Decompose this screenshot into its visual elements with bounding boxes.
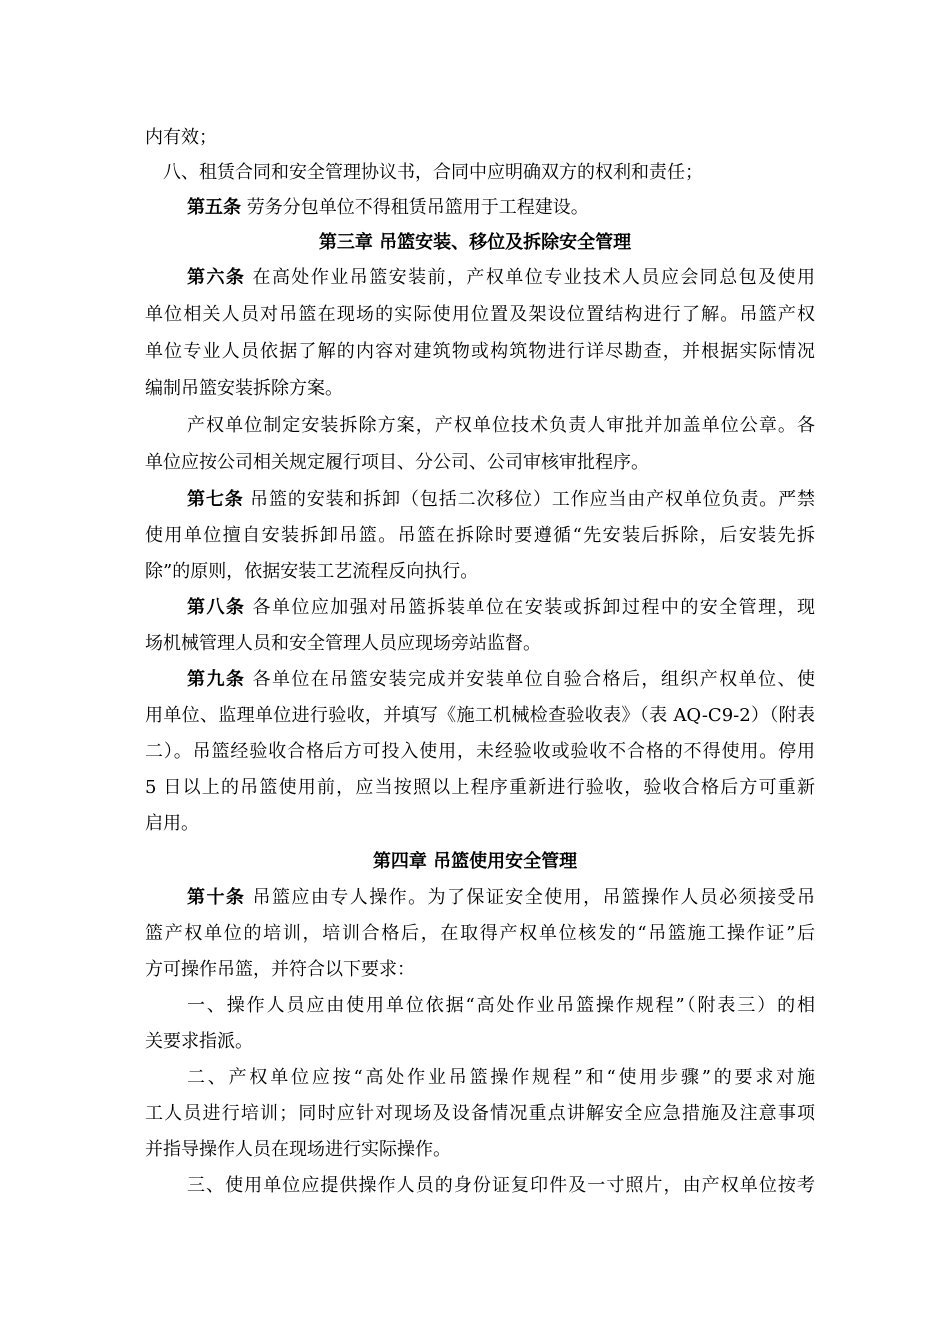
article-text: 各单位在吊篮安装完成并安装单位自验合格后，组织产权单位、使: [245, 669, 815, 690]
article-10: [187, 886, 815, 910]
article-text: 吊篮的安装和拆卸（包括二次移位）工作应当由产权单位负责。严禁: [243, 489, 815, 510]
article-9: [187, 668, 815, 692]
article-label: 第九条: [187, 669, 246, 690]
paragraph-line: 并指导操作人员在现场进行实际操作。: [145, 1139, 451, 1160]
paragraph-line: 除”的原则，依据安装工艺流程反向执行。: [145, 561, 479, 582]
article-text: 各单位应加强对吊篮拆装单位在安装或拆卸过程中的安全管理，现: [245, 597, 815, 618]
article-5: [187, 196, 815, 220]
paragraph-line: 产权单位制定安装拆除方案，产权单位技术负责人审批并加盖单位公章。各: [187, 415, 815, 436]
article-label: 第七条: [187, 489, 244, 510]
paragraph-line: 关要求指派。: [145, 1031, 253, 1052]
chapter-3-heading: 第三章 吊篮安装、移位及拆除安全管理: [318, 232, 632, 253]
article-8: [187, 596, 815, 620]
paragraph-line: 用单位、监理单位进行验收，并填写《施工机械检查验收表》（表 AQ-C9-2）（附表: [145, 705, 815, 726]
paragraph-line: 启用。: [145, 813, 199, 834]
paragraph-line: 八、租赁合同和安全管理协议书，合同中应明确双方的权利和责任；: [163, 162, 703, 183]
paragraph-line: 场机械管理人员和安全管理人员应现场旁站监督。: [145, 633, 541, 654]
paragraph-line: 二）。吊篮经验收合格后方可投入使用，未经验收或验收不合格的不得使用。停用: [145, 741, 815, 762]
article-6: [187, 266, 815, 290]
article-text: 劳务分包单位不得租赁吊篮用于工程建设。: [241, 197, 589, 218]
paragraph-line: 篮产权单位的培训，培训合格后，在取得产权单位核发的“吊篮施工操作证”后: [145, 923, 815, 944]
paragraph-line: 一、操作人员应由使用单位依据“高处作业吊篮操作规程”（附表三）的相: [187, 995, 815, 1016]
paragraph-line: 三、使用单位应提供操作人员的身份证复印件及一寸照片，由产权单位按考: [187, 1175, 815, 1196]
paragraph-line: 5 日以上的吊篮使用前，应当按照以上程序重新进行验收，验收合格后方可重新: [145, 777, 815, 798]
paragraph-line: 单位应按公司相关规定履行项目、分公司、公司审核审批程序。: [145, 452, 649, 473]
article-label: 第十条: [187, 887, 246, 908]
chapter-4-heading: 第四章 吊篮使用安全管理: [372, 851, 578, 872]
paragraph-line: 工人员进行培训；同时应针对现场及设备情况重点讲解安全应急措施及注意事项: [145, 1103, 815, 1124]
paragraph-line: 内有效；: [145, 127, 217, 148]
article-text: 吊篮应由专人操作。为了保证安全使用，吊篮操作人员必须接受吊: [245, 887, 815, 908]
paragraph-line: 使用单位擅自安装拆卸吊篮。吊篮在拆除时要遵循“先安装后拆除，后安装先拆: [145, 525, 815, 546]
article-label: 第六条: [187, 267, 246, 288]
paragraph-line: 编制吊篮安装拆除方案。: [145, 378, 343, 399]
paragraph-line: 二、产权单位应按“高处作业吊篮操作规程”和“使用步骤”的要求对施: [187, 1067, 815, 1088]
article-label: 第五条: [187, 197, 241, 218]
paragraph-line: 方可操作吊篮，并符合以下要求：: [145, 959, 415, 980]
article-text: 在高处作业吊篮安装前，产权单位专业技术人员应会同总包及使用: [245, 267, 815, 288]
paragraph-line: 单位专业人员依据了解的内容对建筑物或构筑物进行详尽勘查，并根据实际情况: [145, 341, 815, 362]
article-label: 第八条: [187, 597, 246, 618]
article-7: [187, 488, 815, 512]
paragraph-line: 单位相关人员对吊篮在现场的实际使用位置及架设位置结构进行了解。吊篮产权: [145, 304, 815, 325]
